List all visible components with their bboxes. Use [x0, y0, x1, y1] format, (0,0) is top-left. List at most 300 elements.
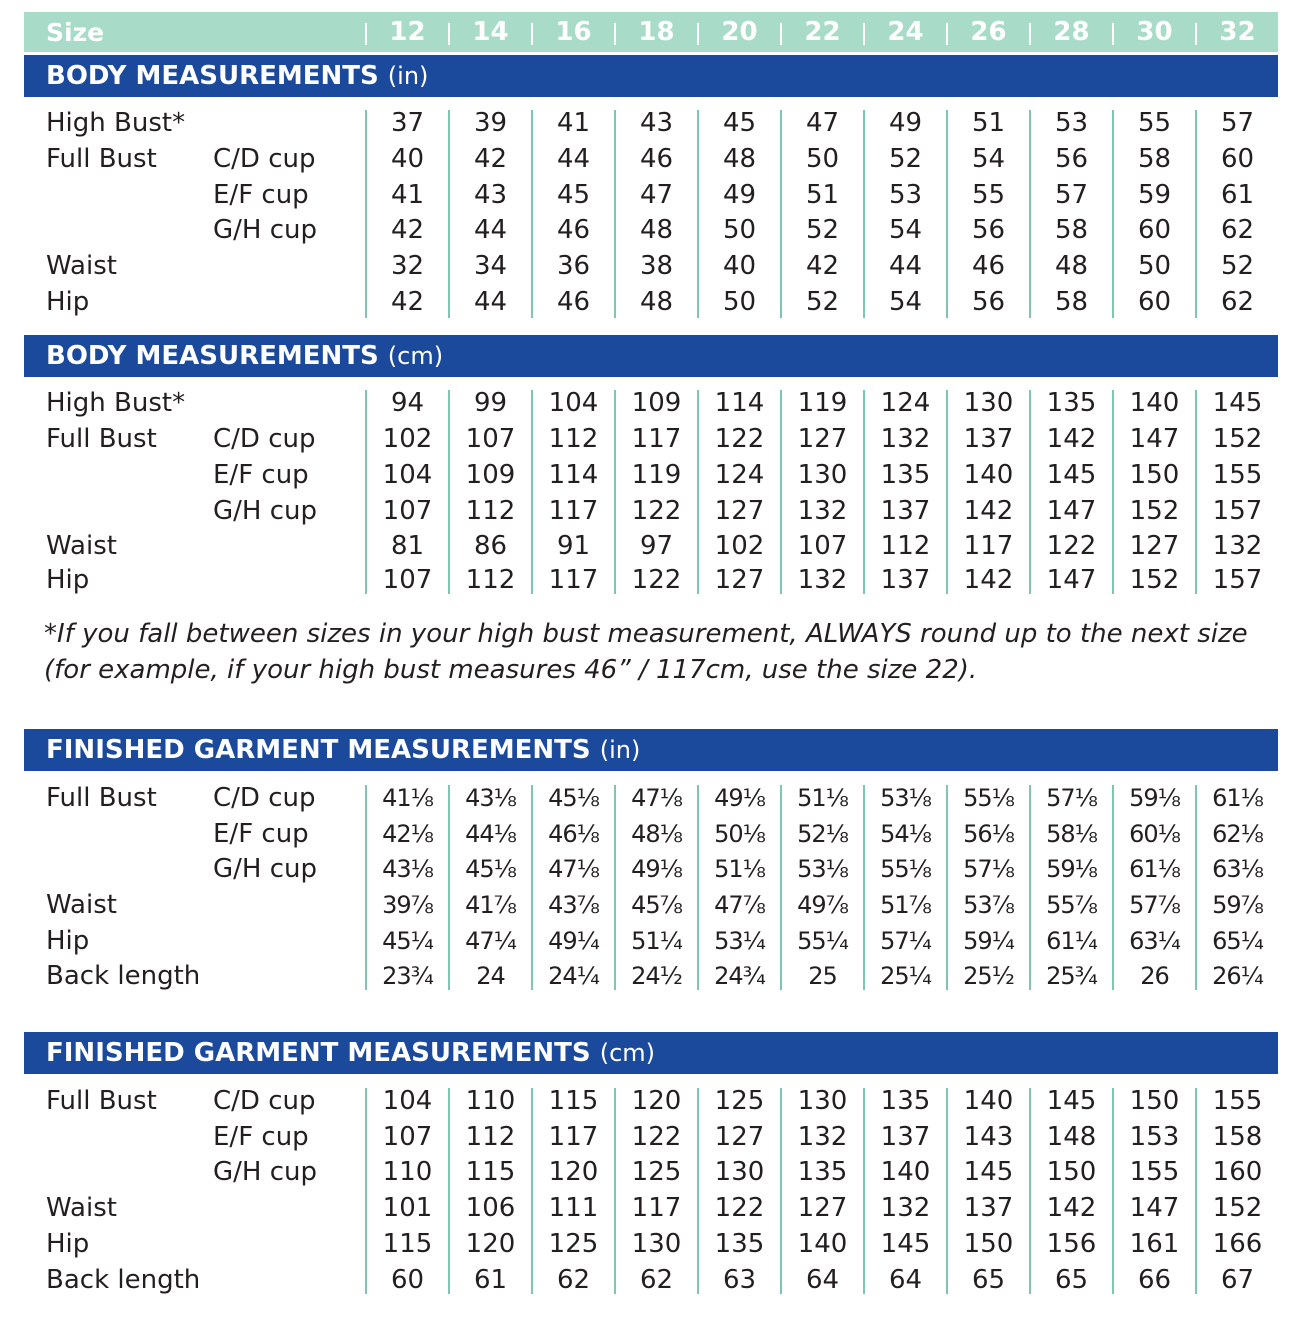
table-cell: 125 [548, 1229, 599, 1259]
table-cell: 52 [888, 144, 923, 174]
table-cell: 135 [797, 1157, 848, 1187]
row-sublabel: C/D cup [213, 783, 316, 813]
table-cell: 140 [797, 1229, 848, 1259]
table-cell: 124 [714, 460, 765, 490]
table-cell: 59⅞ [1212, 891, 1263, 919]
table-cell: 55⅞ [1046, 891, 1097, 919]
table-cell: 125 [714, 1086, 765, 1116]
size-column-separator [614, 23, 616, 45]
size-header-bar [24, 12, 1278, 52]
table-cell: 36 [556, 251, 591, 281]
table-cell: 115 [548, 1086, 599, 1116]
table-cell: 152 [1212, 424, 1263, 454]
column-divider [697, 1088, 699, 1294]
column-divider [448, 785, 450, 990]
row-label: High Bust* [46, 108, 186, 138]
row-sublabel: C/D cup [213, 144, 316, 174]
table-cell: 61⅛ [1129, 855, 1180, 883]
table-cell: 57 [1220, 108, 1255, 138]
row-label: Waist [46, 251, 117, 281]
table-cell: 42 [390, 287, 425, 317]
table-cell: 48 [722, 144, 757, 174]
size-column-label: 20 [721, 17, 758, 47]
section-title-text: FINISHED GARMENT MEASUREMENTS [46, 735, 591, 765]
table-cell: 46 [639, 144, 674, 174]
column-divider [1029, 390, 1031, 594]
table-cell: 140 [963, 1086, 1014, 1116]
table-cell: 130 [631, 1229, 682, 1259]
table-cell: 52⅛ [797, 820, 848, 848]
table-cell: 127 [714, 496, 765, 526]
table-cell: 145 [1212, 388, 1263, 418]
table-cell: 59¼ [963, 927, 1014, 955]
table-cell: 26 [1140, 962, 1169, 990]
table-cell: 130 [797, 1086, 848, 1116]
table-cell: 40 [390, 144, 425, 174]
table-cell: 132 [880, 1193, 931, 1223]
table-cell: 51 [971, 108, 1006, 138]
table-cell: 42 [473, 144, 508, 174]
table-cell: 145 [880, 1229, 931, 1259]
table-cell: 109 [631, 388, 682, 418]
table-cell: 51⅞ [880, 891, 931, 919]
table-cell: 109 [465, 460, 516, 490]
table-cell: 122 [631, 565, 682, 595]
table-cell: 135 [714, 1229, 765, 1259]
table-cell: 42 [390, 215, 425, 245]
table-cell: 117 [548, 1122, 599, 1152]
column-divider [946, 785, 948, 990]
column-divider [946, 390, 948, 594]
table-cell: 34 [473, 251, 508, 281]
table-cell: 150 [1129, 1086, 1180, 1116]
table-cell: 32 [390, 251, 425, 281]
table-cell: 54 [888, 215, 923, 245]
table-cell: 140 [963, 460, 1014, 490]
table-cell: 50 [722, 287, 757, 317]
column-divider [863, 390, 865, 594]
table-cell: 61 [1220, 180, 1255, 210]
table-cell: 111 [548, 1193, 599, 1223]
row-label: Waist [46, 1193, 117, 1223]
column-divider [614, 390, 616, 594]
table-cell: 46 [556, 215, 591, 245]
table-cell: 102 [714, 531, 765, 561]
table-cell: 55¼ [797, 927, 848, 955]
size-column-separator [780, 23, 782, 45]
size-column-separator [946, 23, 948, 45]
table-cell: 114 [714, 388, 765, 418]
table-cell: 54 [888, 287, 923, 317]
section-title-text: BODY MEASUREMENTS [46, 61, 379, 91]
table-cell: 137 [880, 496, 931, 526]
section-unit: (in) [387, 62, 429, 90]
table-cell: 43⅛ [382, 855, 433, 883]
table-cell: 63 [722, 1265, 757, 1295]
table-cell: 49⅞ [797, 891, 848, 919]
table-cell: 145 [1046, 1086, 1097, 1116]
table-cell: 143 [963, 1122, 1014, 1152]
table-cell: 147 [1046, 496, 1097, 526]
table-cell: 127 [797, 1193, 848, 1223]
row-label: Full Bust [46, 783, 157, 813]
table-cell: 130 [714, 1157, 765, 1187]
table-cell: 57⅛ [1046, 784, 1097, 812]
row-sublabel: C/D cup [213, 1086, 316, 1116]
table-cell: 42 [805, 251, 840, 281]
column-divider [1195, 390, 1197, 594]
table-cell: 51 [805, 180, 840, 210]
table-cell: 64 [888, 1265, 923, 1295]
column-divider [1112, 785, 1114, 990]
table-cell: 60⅛ [1129, 820, 1180, 848]
table-cell: 61 [473, 1265, 508, 1295]
table-cell: 56 [971, 215, 1006, 245]
section-unit: (cm) [387, 342, 444, 370]
table-cell: 45 [556, 180, 591, 210]
row-sublabel: E/F cup [213, 1122, 309, 1152]
table-cell: 43⅛ [465, 784, 516, 812]
size-header-label: Size [46, 18, 105, 47]
table-cell: 119 [797, 388, 848, 418]
size-column-separator [697, 23, 699, 45]
table-cell: 106 [465, 1193, 516, 1223]
column-divider [1112, 1088, 1114, 1294]
row-label: Full Bust [46, 424, 157, 454]
section-title [46, 61, 428, 91]
size-column-separator [531, 23, 533, 45]
table-cell: 153 [1129, 1122, 1180, 1152]
table-cell: 46 [971, 251, 1006, 281]
table-cell: 150 [1129, 460, 1180, 490]
table-cell: 26¼ [1212, 962, 1263, 990]
row-sublabel: G/H cup [213, 215, 317, 245]
table-cell: 60 [1137, 215, 1172, 245]
table-cell: 53 [888, 180, 923, 210]
table-cell: 142 [1046, 424, 1097, 454]
table-cell: 152 [1129, 496, 1180, 526]
section-title-text: BODY MEASUREMENTS [46, 341, 379, 371]
table-cell: 122 [1046, 531, 1097, 561]
section-unit: (in) [599, 736, 641, 764]
table-cell: 112 [465, 565, 516, 595]
size-column-label: 18 [638, 17, 675, 47]
table-cell: 142 [963, 496, 1014, 526]
table-cell: 122 [631, 1122, 682, 1152]
table-cell: 122 [714, 424, 765, 454]
table-cell: 127 [797, 424, 848, 454]
column-divider [697, 785, 699, 990]
table-cell: 145 [1046, 460, 1097, 490]
table-cell: 50⅛ [714, 820, 765, 848]
row-label: Hip [46, 926, 90, 956]
table-cell: 59 [1137, 180, 1172, 210]
table-cell: 122 [714, 1193, 765, 1223]
table-cell: 58 [1054, 287, 1089, 317]
table-cell: 41 [390, 180, 425, 210]
section-unit: (cm) [599, 1039, 656, 1067]
table-cell: 125 [631, 1157, 682, 1187]
table-cell: 56⅛ [963, 820, 1014, 848]
table-cell: 137 [880, 565, 931, 595]
table-cell: 52 [805, 287, 840, 317]
table-cell: 39⅞ [382, 891, 433, 919]
size-column-separator [1029, 23, 1031, 45]
table-cell: 24¼ [548, 962, 599, 990]
table-cell: 41⅛ [382, 784, 433, 812]
table-cell: 48 [639, 287, 674, 317]
table-cell: 62 [1220, 215, 1255, 245]
table-cell: 140 [1129, 388, 1180, 418]
table-cell: 46 [556, 287, 591, 317]
table-cell: 155 [1212, 1086, 1263, 1116]
table-cell: 127 [714, 1122, 765, 1152]
table-cell: 56 [971, 287, 1006, 317]
table-cell: 24 [476, 962, 505, 990]
table-cell: 58⅛ [1046, 820, 1097, 848]
table-cell: 62 [639, 1265, 674, 1295]
table-cell: 54 [971, 144, 1006, 174]
column-divider [863, 1088, 865, 1294]
table-cell: 152 [1129, 565, 1180, 595]
table-cell: 157 [1212, 496, 1263, 526]
column-divider [531, 390, 533, 594]
column-divider [531, 785, 533, 990]
table-cell: 127 [714, 565, 765, 595]
table-cell: 135 [880, 460, 931, 490]
table-cell: 130 [797, 460, 848, 490]
table-cell: 112 [548, 424, 599, 454]
table-cell: 53⅛ [797, 855, 848, 883]
table-cell: 52 [1220, 251, 1255, 281]
table-cell: 117 [631, 1193, 682, 1223]
row-sublabel: G/H cup [213, 854, 317, 884]
table-cell: 117 [548, 496, 599, 526]
table-cell: 57⅞ [1129, 891, 1180, 919]
table-cell: 65 [971, 1265, 1006, 1295]
column-divider [1195, 785, 1197, 990]
table-cell: 47¼ [465, 927, 516, 955]
table-cell: 137 [963, 1193, 1014, 1223]
row-label: Hip [46, 287, 90, 317]
table-cell: 117 [631, 424, 682, 454]
table-cell: 54⅛ [880, 820, 931, 848]
row-label: Full Bust [46, 1086, 157, 1116]
size-column-separator [448, 23, 450, 45]
table-cell: 132 [1212, 531, 1263, 561]
table-cell: 130 [963, 388, 1014, 418]
table-cell: 43 [639, 108, 674, 138]
row-label: Waist [46, 531, 117, 561]
size-column-label: 14 [472, 17, 509, 47]
table-cell: 47⅞ [714, 891, 765, 919]
table-cell: 37 [390, 108, 425, 138]
table-cell: 46⅛ [548, 820, 599, 848]
table-cell: 47 [639, 180, 674, 210]
row-sublabel: G/H cup [213, 1157, 317, 1187]
table-cell: 61⅛ [1212, 784, 1263, 812]
table-cell: 107 [465, 424, 516, 454]
row-label: Hip [46, 1229, 90, 1259]
table-cell: 55⅛ [963, 784, 1014, 812]
section-header [24, 335, 1278, 377]
table-cell: 44 [473, 215, 508, 245]
column-divider [780, 1088, 782, 1294]
table-cell: 115 [382, 1229, 433, 1259]
table-cell: 160 [1212, 1157, 1263, 1187]
table-cell: 145 [963, 1157, 1014, 1187]
column-divider [365, 1088, 367, 1294]
table-cell: 157 [1212, 565, 1263, 595]
column-divider [697, 390, 699, 594]
table-cell: 63⅛ [1212, 855, 1263, 883]
column-divider [780, 785, 782, 990]
table-cell: 50 [1137, 251, 1172, 281]
table-cell: 55 [1137, 108, 1172, 138]
table-cell: 152 [1212, 1193, 1263, 1223]
size-column-label: 24 [887, 17, 924, 47]
size-column-label: 22 [804, 17, 841, 47]
table-cell: 44⅛ [465, 820, 516, 848]
table-cell: 155 [1129, 1157, 1180, 1187]
table-cell: 48 [639, 215, 674, 245]
section-header [24, 1032, 1278, 1074]
table-cell: 41⅞ [465, 891, 516, 919]
table-cell: 115 [465, 1157, 516, 1187]
table-cell: 61¼ [1046, 927, 1097, 955]
table-cell: 112 [465, 1122, 516, 1152]
table-cell: 43⅞ [548, 891, 599, 919]
table-cell: 102 [382, 424, 433, 454]
table-cell: 25½ [963, 962, 1014, 990]
table-cell: 40 [722, 251, 757, 281]
table-cell: 56 [1054, 144, 1089, 174]
footnote: *If you fall between sizes in your high bust measurement, ALWAYS round up to the next size (for example, if your high bust measures 46” / 117cm, use the size 22). [44, 619, 1248, 685]
table-cell: 45¼ [382, 927, 433, 955]
column-divider [1195, 1088, 1197, 1294]
size-column-separator [863, 23, 865, 45]
column-divider [448, 1088, 450, 1294]
table-cell: 158 [1212, 1122, 1263, 1152]
table-cell: 53 [1054, 108, 1089, 138]
table-cell: 132 [797, 496, 848, 526]
row-label: Full Bust [46, 144, 157, 174]
table-cell: 135 [1046, 388, 1097, 418]
column-divider [863, 785, 865, 990]
table-cell: 60 [1220, 144, 1255, 174]
column-divider [1029, 785, 1031, 990]
table-cell: 147 [1046, 565, 1097, 595]
table-cell: 49 [888, 108, 923, 138]
row-label: High Bust* [46, 388, 186, 418]
size-column-label: 32 [1219, 17, 1256, 47]
column-divider [614, 785, 616, 990]
table-cell: 59⅛ [1129, 784, 1180, 812]
table-cell: 63¼ [1129, 927, 1180, 955]
table-cell: 62⅛ [1212, 820, 1263, 848]
table-cell: 110 [382, 1157, 433, 1187]
table-cell: 62 [556, 1265, 591, 1295]
table-cell: 23¾ [382, 962, 433, 990]
column-divider [1029, 1088, 1031, 1294]
table-cell: 120 [548, 1157, 599, 1187]
table-cell: 53⅞ [963, 891, 1014, 919]
table-cell: 38 [639, 251, 674, 281]
table-cell: 25 [808, 962, 837, 990]
size-column-label: 26 [970, 17, 1007, 47]
row-sublabel: E/F cup [213, 819, 309, 849]
table-cell: 53¼ [714, 927, 765, 955]
column-divider [531, 1088, 533, 1294]
size-column-label: 12 [389, 17, 426, 47]
table-cell: 48 [1054, 251, 1089, 281]
table-cell: 120 [631, 1086, 682, 1116]
size-column-label: 30 [1136, 17, 1173, 47]
table-cell: 148 [1046, 1122, 1097, 1152]
size-column-label: 28 [1053, 17, 1090, 47]
table-cell: 107 [382, 1122, 433, 1152]
table-cell: 114 [548, 460, 599, 490]
row-label: Back length [46, 961, 201, 991]
table-cell: 43 [473, 180, 508, 210]
table-cell: 104 [382, 1086, 433, 1116]
table-cell: 119 [631, 460, 682, 490]
table-cell: 57 [1054, 180, 1089, 210]
table-cell: 91 [556, 531, 591, 561]
table-cell: 24¾ [714, 962, 765, 990]
table-cell: 81 [390, 531, 425, 561]
table-cell: 104 [548, 388, 599, 418]
section-header [24, 55, 1278, 97]
table-cell: 58 [1137, 144, 1172, 174]
table-cell: 51⅛ [714, 855, 765, 883]
table-cell: 49 [722, 180, 757, 210]
table-cell: 147 [1129, 424, 1180, 454]
table-cell: 60 [390, 1265, 425, 1295]
table-cell: 62 [1220, 287, 1255, 317]
table-cell: 142 [963, 565, 1014, 595]
table-cell: 47 [805, 108, 840, 138]
table-cell: 25¼ [880, 962, 931, 990]
row-sublabel: E/F cup [213, 180, 309, 210]
table-cell: 47⅛ [548, 855, 599, 883]
table-cell: 166 [1212, 1229, 1263, 1259]
table-cell: 39 [473, 108, 508, 138]
row-sublabel: G/H cup [213, 496, 317, 526]
table-cell: 110 [465, 1086, 516, 1116]
table-cell: 45 [722, 108, 757, 138]
section-header [24, 729, 1278, 771]
table-cell: 94 [390, 388, 425, 418]
table-cell: 52 [805, 215, 840, 245]
table-cell: 137 [880, 1122, 931, 1152]
row-sublabel: E/F cup [213, 460, 309, 490]
table-cell: 44 [473, 287, 508, 317]
table-cell: 57⅛ [963, 855, 1014, 883]
row-sublabel: C/D cup [213, 424, 316, 454]
table-cell: 97 [639, 531, 674, 561]
size-column-separator [1195, 23, 1197, 45]
size-column-separator [1112, 23, 1114, 45]
table-cell: 24½ [631, 962, 682, 990]
table-cell: 44 [888, 251, 923, 281]
table-cell: 132 [880, 424, 931, 454]
table-cell: 124 [880, 388, 931, 418]
table-cell: 65 [1054, 1265, 1089, 1295]
size-column-label: 16 [555, 17, 592, 47]
table-cell: 60 [1137, 287, 1172, 317]
table-cell: 101 [382, 1193, 433, 1223]
